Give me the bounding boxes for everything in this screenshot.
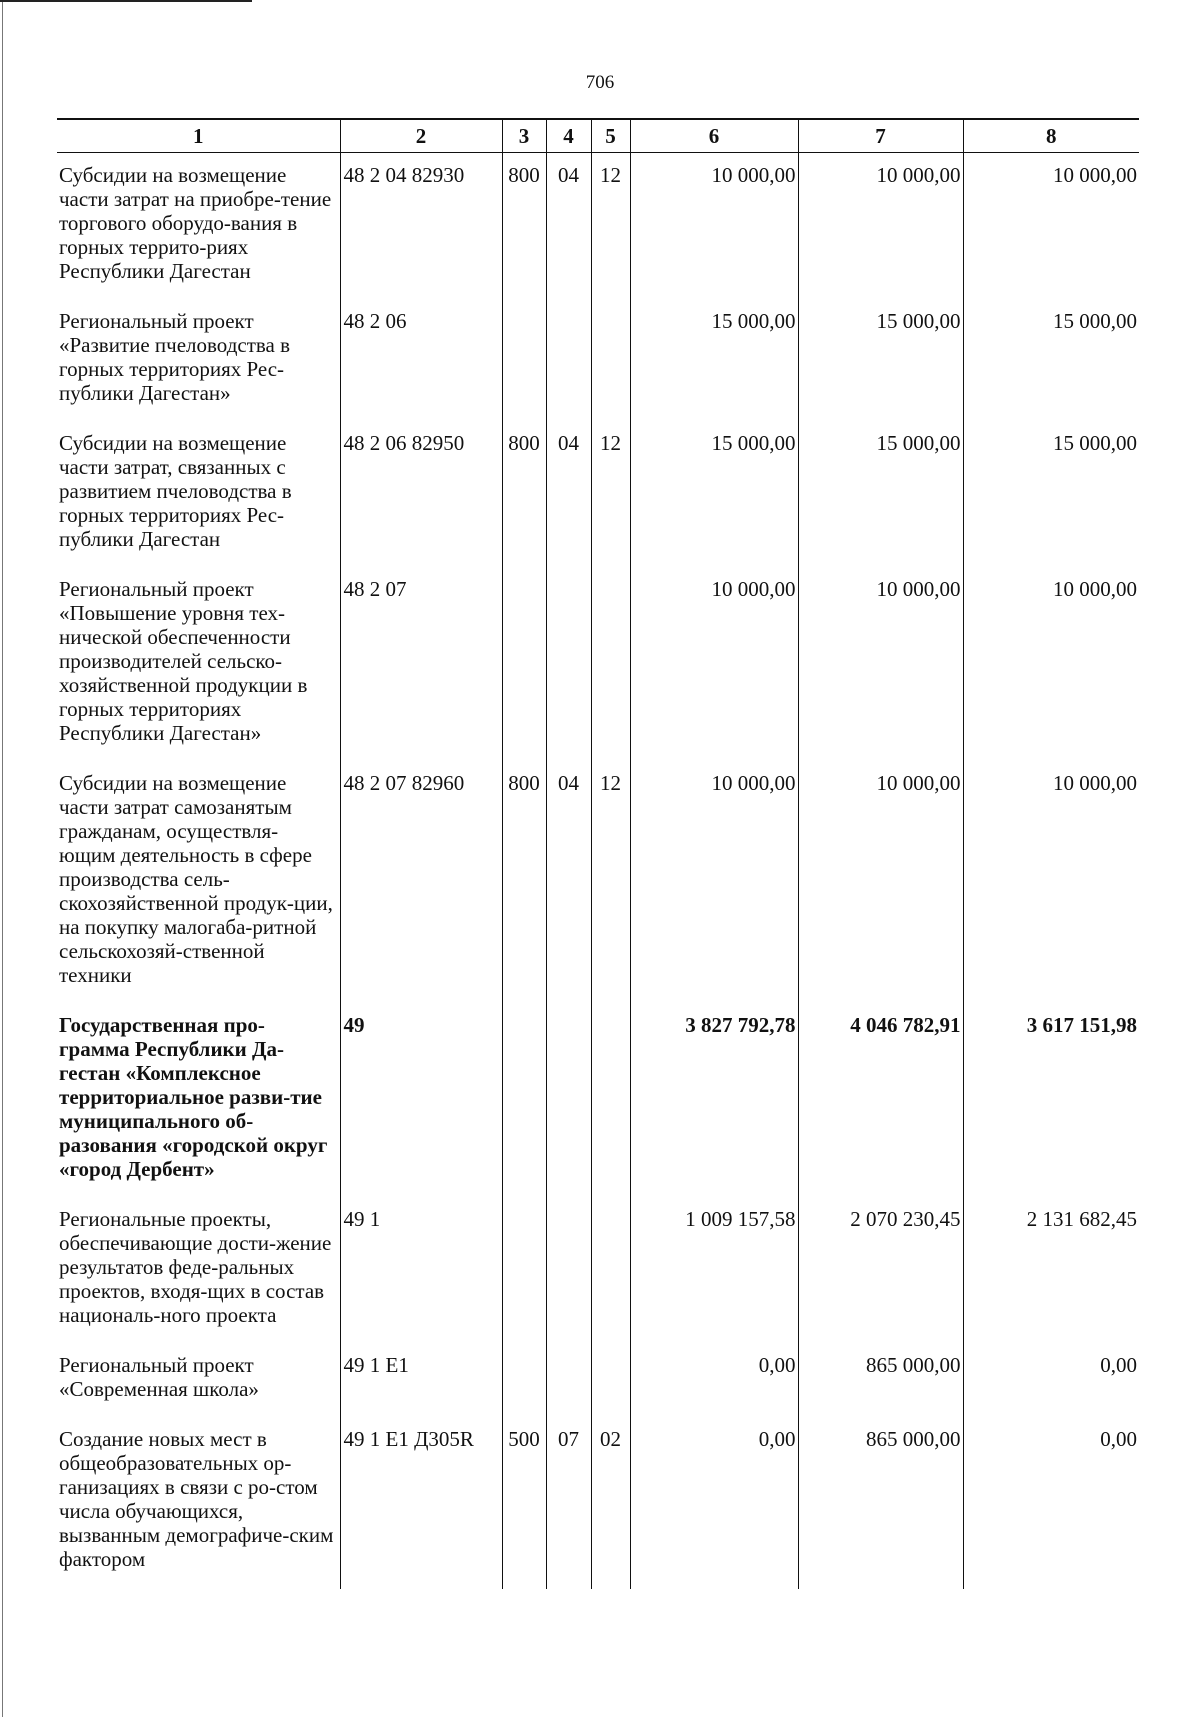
row-col5-cell: 12 <box>591 761 630 1003</box>
table-row <box>57 421 1139 567</box>
row-code-cell: 49 1 <box>340 1197 502 1343</box>
row-col4-cell: 04 <box>546 421 591 567</box>
row-col5-cell <box>591 567 630 761</box>
row-col5-cell: 12 <box>591 153 630 300</box>
table-row <box>57 1197 1139 1343</box>
table-header-row <box>57 119 1139 153</box>
row-col3-cell: 800 <box>502 761 546 1003</box>
header-col-8: 8 <box>963 119 1139 153</box>
row-col5-cell <box>591 1197 630 1343</box>
row-value-col8-cell: 10 000,00 <box>963 153 1139 300</box>
row-name-cell: Создание новых мест в общеобразовательных ор-ганизациях в связи с ро-стом числа обучающихся, вызванным демографиче-ским фактором <box>59 1427 334 1571</box>
row-value-col8-cell: 0,00 <box>963 1417 1139 1589</box>
row-col3-cell: 500 <box>502 1417 546 1589</box>
row-col5-cell <box>591 1343 630 1417</box>
row-value-col7-cell: 2 070 230,45 <box>798 1197 963 1343</box>
header-col-2: 2 <box>340 119 502 153</box>
budget-table-container <box>57 118 1139 1589</box>
row-col4-cell <box>546 567 591 761</box>
row-value-col6-cell: 10 000,00 <box>630 153 798 300</box>
header-col-6: 6 <box>630 119 798 153</box>
row-col4-cell <box>546 299 591 421</box>
row-value-col6-cell: 3 827 792,78 <box>630 1003 798 1197</box>
row-code-cell: 48 2 04 82930 <box>340 153 502 300</box>
row-name-cell: Субсидии на возмещение части затрат самозанятым гражданам, осуществля-ющим деятельность в сфере производства сель-скохозяйственной продук-ции, на покупку малогаба-ритной сельскохозяй-ственной техники <box>59 771 333 987</box>
row-col3-cell <box>502 299 546 421</box>
table-row <box>57 761 1139 1003</box>
row-col3-cell: 800 <box>502 153 546 300</box>
row-value-col8-cell: 0,00 <box>963 1343 1139 1417</box>
row-value-col8-cell: 2 131 682,45 <box>963 1197 1139 1343</box>
row-col5-cell: 12 <box>591 421 630 567</box>
row-value-col6-cell: 10 000,00 <box>630 761 798 1003</box>
row-code-cell: 49 1 E1 <box>340 1343 502 1417</box>
row-col4-cell: 04 <box>546 153 591 300</box>
row-value-col6-cell: 10 000,00 <box>630 567 798 761</box>
table-row <box>57 153 1139 300</box>
row-value-col6-cell: 15 000,00 <box>630 299 798 421</box>
row-col5-cell <box>591 1003 630 1197</box>
header-col-5: 5 <box>591 119 630 153</box>
row-col4-cell: 04 <box>546 761 591 1003</box>
row-value-col7-cell: 10 000,00 <box>798 567 963 761</box>
row-value-col7-cell: 4 046 782,91 <box>798 1003 963 1197</box>
row-value-col8-cell: 10 000,00 <box>963 567 1139 761</box>
scan-top-rule-gap <box>252 0 300 2</box>
row-value-col6-cell: 1 009 157,58 <box>630 1197 798 1343</box>
page-number: 706 <box>585 72 615 93</box>
table-row <box>57 1343 1139 1417</box>
row-value-col8-cell: 10 000,00 <box>963 761 1139 1003</box>
budget-table <box>57 118 1139 1589</box>
row-name-cell: Региональный проект «Развитие пчеловодства в горных территориях Рес-публики Дагестан» <box>59 309 291 405</box>
row-name-cell: Субсидии на возмещение части затрат, связанных с развитием пчеловодства в горных территориях Рес-публики Дагестан <box>59 431 292 551</box>
row-value-col7-cell: 865 000,00 <box>798 1417 963 1589</box>
table-row <box>57 299 1139 421</box>
row-value-col7-cell: 15 000,00 <box>798 299 963 421</box>
row-value-col6-cell: 15 000,00 <box>630 421 798 567</box>
table-row <box>57 1417 1139 1589</box>
table-row <box>57 1003 1139 1197</box>
row-col4-cell <box>546 1343 591 1417</box>
row-name-cell: Субсидии на возмещение части затрат на приобре-тение торгового оборудо-вания в горных террито-риях Республики Дагестан <box>59 163 332 283</box>
header-col-4: 4 <box>546 119 591 153</box>
row-value-col8-cell: 15 000,00 <box>963 299 1139 421</box>
row-col3-cell <box>502 1343 546 1417</box>
row-col5-cell <box>591 299 630 421</box>
row-value-col7-cell: 15 000,00 <box>798 421 963 567</box>
row-value-col8-cell: 15 000,00 <box>963 421 1139 567</box>
row-value-col7-cell: 10 000,00 <box>798 153 963 300</box>
row-code-cell: 49 <box>340 1003 502 1197</box>
table-body <box>57 153 1139 1590</box>
row-name-cell: Государственная про-грамма Республики Да-гестан «Комплексное территориальное разви-тие муниципального об-разования «городской округ «город Дербент» <box>59 1013 328 1181</box>
table-row <box>57 567 1139 761</box>
row-name-cell: Региональный проект «Повышение уровня тех-нической обеспеченности производителей сельско-хозяйственной продукции в горных территориях Республики Дагестан» <box>59 577 308 745</box>
row-code-cell: 48 2 06 <box>340 299 502 421</box>
row-col4-cell: 07 <box>546 1417 591 1589</box>
row-value-col6-cell: 0,00 <box>630 1417 798 1589</box>
row-value-col6-cell: 0,00 <box>630 1343 798 1417</box>
row-code-cell: 48 2 07 <box>340 567 502 761</box>
row-col4-cell <box>546 1003 591 1197</box>
row-code-cell: 48 2 06 82950 <box>340 421 502 567</box>
header-col-3: 3 <box>502 119 546 153</box>
row-col3-cell: 800 <box>502 421 546 567</box>
row-value-col7-cell: 865 000,00 <box>798 1343 963 1417</box>
row-col5-cell: 02 <box>591 1417 630 1589</box>
scan-left-edge <box>2 0 3 1717</box>
row-code-cell: 49 1 E1 Д305R <box>340 1417 502 1589</box>
row-col3-cell <box>502 1003 546 1197</box>
header-col-7: 7 <box>798 119 963 153</box>
row-col3-cell <box>502 1197 546 1343</box>
row-col3-cell <box>502 567 546 761</box>
row-name-cell: Региональные проекты, обеспечивающие дости-жение результатов феде-ральных проектов, входя-щих в состав националь-ного проекта <box>59 1207 332 1327</box>
row-col4-cell <box>546 1197 591 1343</box>
row-name-cell: Региональный проект «Современная школа» <box>59 1353 259 1401</box>
header-col-1: 1 <box>57 119 340 153</box>
row-value-col8-cell: 3 617 151,98 <box>963 1003 1139 1197</box>
row-value-col7-cell: 10 000,00 <box>798 761 963 1003</box>
row-code-cell: 48 2 07 82960 <box>340 761 502 1003</box>
